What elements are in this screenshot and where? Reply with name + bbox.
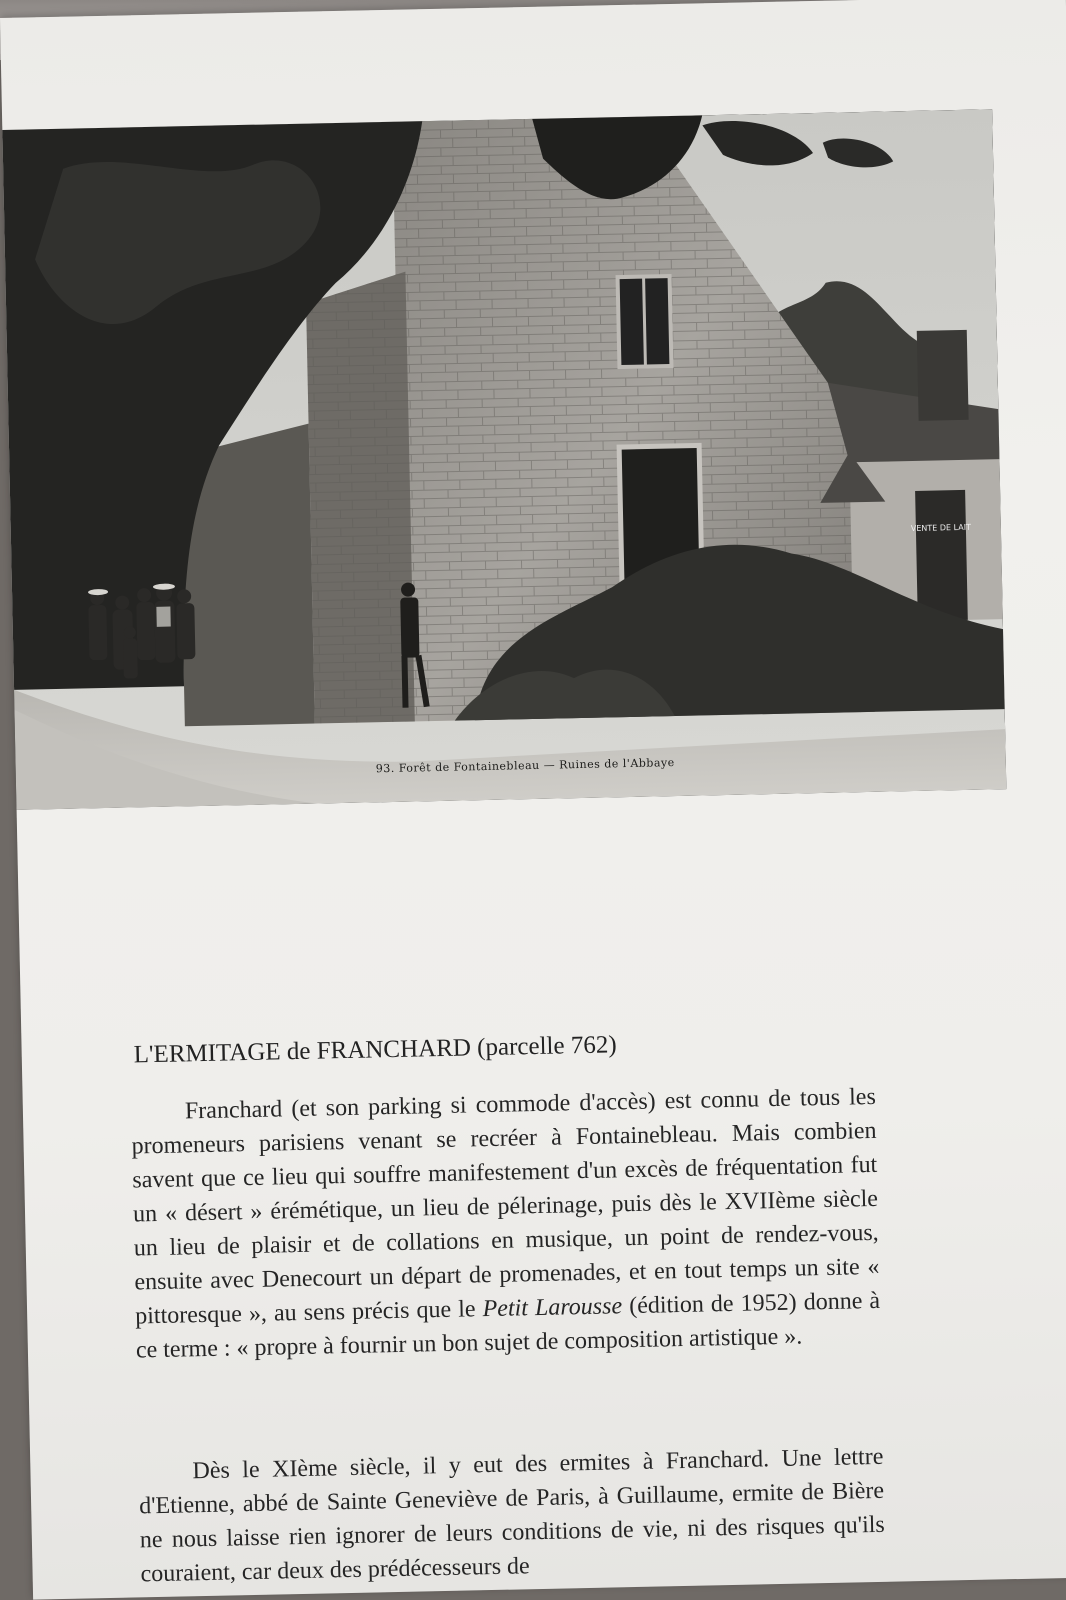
- vente-de-lait-sign: VENTE DE LAIT: [910, 522, 972, 534]
- section-heading: L'ERMITAGE de FRANCHARD (parcelle 762): [133, 1031, 617, 1069]
- paragraph-1-text-a: Franchard (et son parking si commode d'accès) est connu de tous les promeneurs parisiens venant se recréer à Fontainebleau. Mais combien savent que ce lieu qui souffre manifestement d'un excès de fréquentation fut un « désert » érémétique, un lieu de pélerinage, puis dès le XVIIème siècle un lieu de plaisir et de collations en musique, un point de rendez-vous, ensuite avec Denecourt un départ de promenades, et en tout temps un site « pittoresque », au sens précis que le: [131, 1083, 880, 1330]
- paragraph-1: [131, 1080, 882, 1368]
- paragraph-2: [138, 1440, 886, 1592]
- paragraph-1-text-b: (édition de 1952) donne à ce terme : « propre à fournir un bon sujet de composition artistique ».: [135, 1287, 881, 1364]
- paragraph-2-text: Dès le XIème siècle, il y eut des ermites à Franchard. Une lettre d'Etienne, abbé de Sainte Geneviève de Paris, à Guillaume, ermite de Bière ne nous laisse rien ignorer de leurs conditions de vie, ni des risques qu'ils couraient, car deux des prédécesseurs de: [138, 1443, 886, 1588]
- paragraph-1-italic-title: Petit Larousse: [482, 1293, 623, 1323]
- abbey-ruins-photograph: [2, 109, 1006, 810]
- photo-caption: 93. Forêt de Fontainebleau — Ruines de l'Abbaye: [375, 756, 675, 776]
